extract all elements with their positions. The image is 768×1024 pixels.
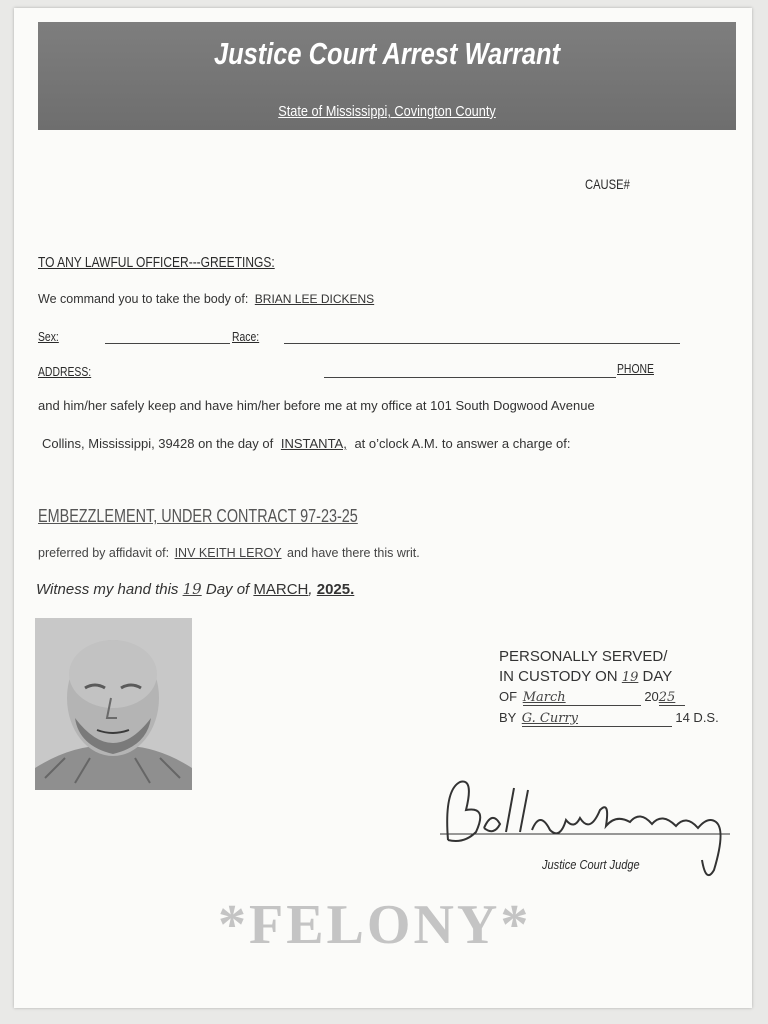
served-line-3	[499, 689, 685, 706]
race-field-line	[284, 343, 680, 344]
sex-label: Sex:	[38, 329, 59, 344]
charge-text: EMBEZZLEMENT, UNDER CONTRACT 97-23-25	[38, 506, 358, 526]
affidavit-text-a: preferred by affidavit of:	[38, 546, 170, 560]
served-of-label: OF	[499, 689, 518, 704]
header-banner	[38, 22, 736, 130]
custody-instruction: and him/her safely keep and have him/her before me at my office at 101 South Dogwood Avenue	[38, 398, 595, 413]
document-subtitle: State of Mississippi, Covington County	[278, 103, 496, 120]
address-label: ADDRESS:	[38, 364, 92, 379]
witness-year: 2025.	[316, 581, 355, 598]
defendant-name: BRIAN LEE DICKENS	[254, 292, 375, 306]
served-text-b: DAY	[642, 668, 673, 685]
affidavit-text-b: and have there this writ.	[287, 546, 420, 560]
command-text: We command you to take the body of:	[38, 292, 249, 306]
witness-month: MARCH	[253, 581, 309, 598]
served-ds: 14 D.S.	[675, 710, 719, 725]
witness-text-a: Witness my hand this	[36, 581, 179, 598]
appearance-text-a: Collins, Mississippi, 39428 on the day of	[42, 436, 274, 451]
command-line	[38, 292, 374, 306]
felony-watermark: *FELONY*	[218, 894, 532, 956]
greeting-heading: TO ANY LAWFUL OFFICER---GREETINGS:	[38, 254, 275, 271]
appearance-text-b: at o’clock A.M. to answer a charge of:	[354, 436, 571, 451]
appearance-line	[42, 436, 571, 451]
witness-line: Witness my hand this 19 Day of MARCH, 2025.	[36, 580, 355, 598]
defendant-photo-image	[35, 618, 192, 790]
served-month: March	[523, 690, 641, 706]
address-field-line	[324, 377, 616, 378]
served-line-4	[499, 710, 719, 727]
served-by-label: BY	[499, 710, 517, 725]
witness-text-b: Day of	[205, 581, 250, 598]
witness-day: 19	[182, 580, 202, 598]
race-label: Race:	[232, 329, 260, 344]
document-title: Justice Court Arrest Warrant	[213, 36, 561, 71]
judge-signature-graphic	[440, 770, 740, 890]
affidavit-line	[38, 546, 420, 560]
served-year-prefix: 20	[644, 689, 659, 704]
affiant-name: INV KEITH LEROY	[174, 546, 282, 560]
sex-field-line	[105, 343, 230, 344]
served-year-suffix: 25	[659, 690, 685, 706]
served-day: 19	[621, 670, 639, 685]
judge-title: Justice Court Judge	[542, 857, 640, 872]
served-text-a: IN CUSTODY ON	[499, 668, 618, 685]
served-line-2	[499, 668, 672, 685]
defendant-photo	[35, 618, 192, 790]
served-line-1: PERSONALLY SERVED/	[499, 648, 668, 665]
appearance-day: INSTANTA,	[280, 436, 347, 451]
phone-label: PHONE	[617, 361, 654, 376]
cause-number-label: CAUSE#	[585, 176, 630, 192]
served-officer-signature: G. Curry	[522, 711, 672, 727]
